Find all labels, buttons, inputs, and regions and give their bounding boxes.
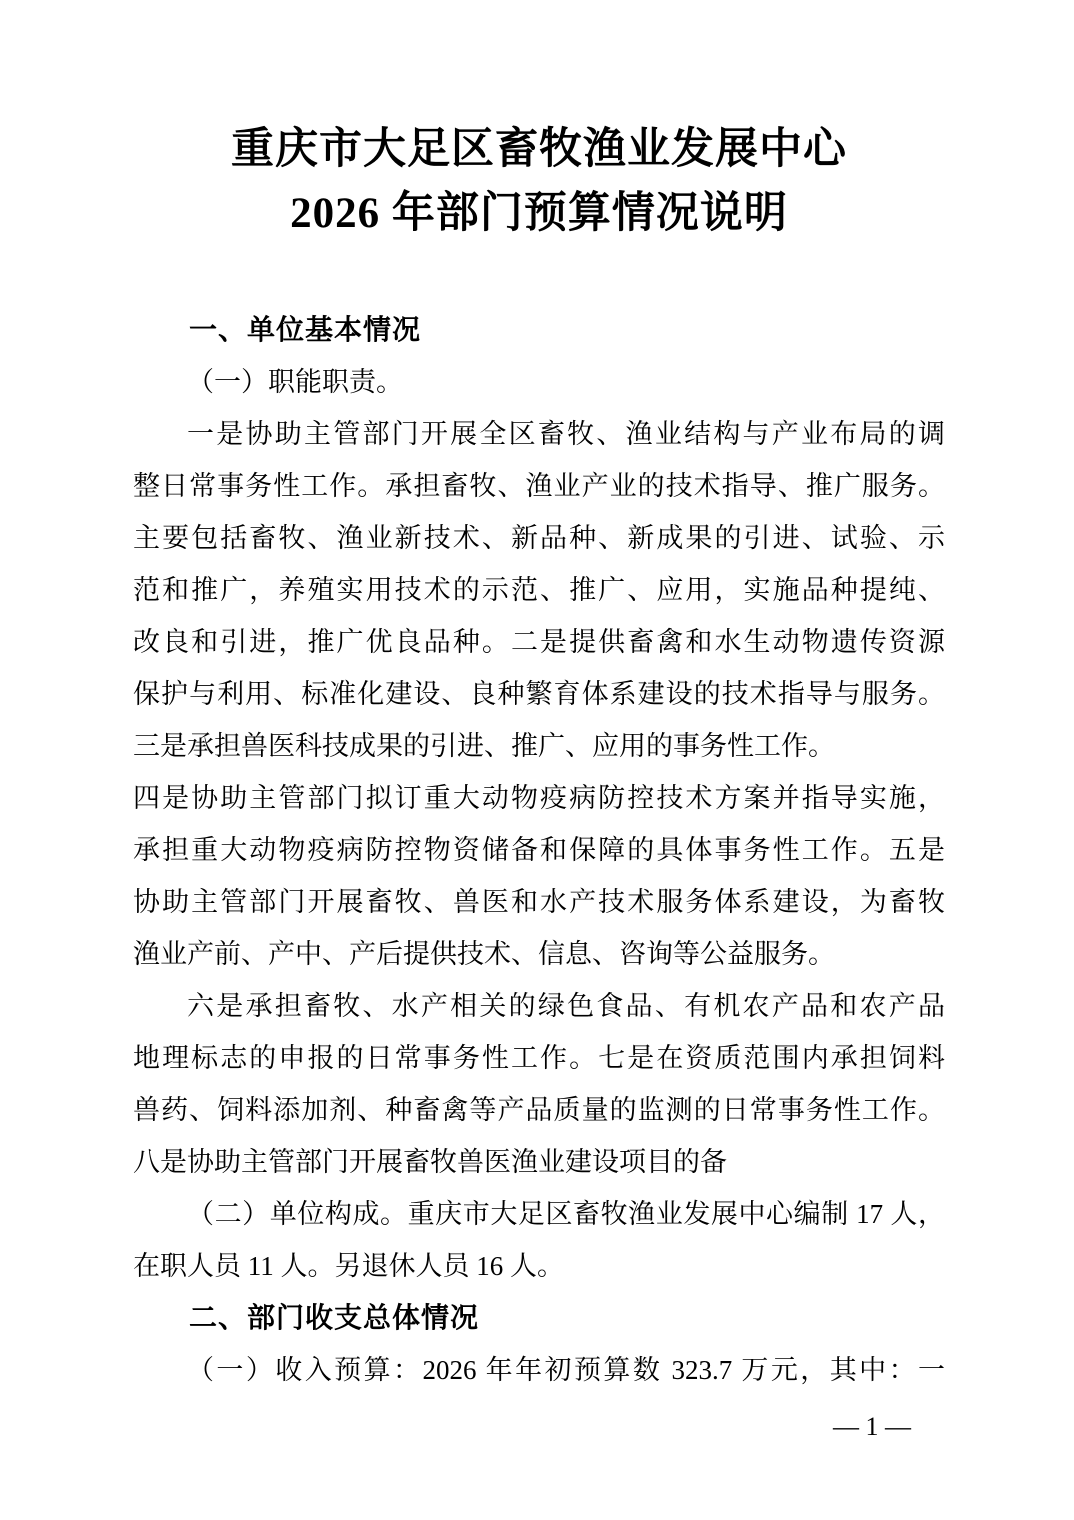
body-line: 一是协助主管部门开展全区畜牧、渔业结构与产业布局的调 [187,419,945,449]
section2-heading: 二、部门收支总体情况 [189,1302,480,1333]
body-line: 八是协助主管部门开展畜牧兽医渔业建设项目的备 [133,1147,727,1177]
paragraph-4 [133,1188,945,1292]
document-title-line2: 2026 年部门预算情况说明 [290,190,788,237]
body-line: 保护与利用、标准化建设、良种繁育体系建设的技术指导与服务。 [133,679,945,709]
body-line: 承担重大动物疫病防控物资储备和保障的具体事务性工作。五是 [133,835,945,865]
body-line: 三是承担兽医科技成果的引进、推广、应用的事务性工作。 [133,731,835,761]
page-number: — 1 — [833,1412,911,1441]
document-body [133,304,945,1396]
body-line: 四是协助主管部门拟订重大动物疫病防控技术方案并指导实施， [133,783,945,813]
body-line: 六是承担畜牧、水产相关的绿色食品、有机农产品和农产品 [187,991,945,1021]
body-line: 范和推广，养殖实用技术的示范、推广、应用，实施品种提纯、 [133,575,945,605]
body-line: （一）收入预算：2026 年年初预算数 323.7 万元，其中：一 [187,1355,945,1385]
body-line: 兽药、饲料添加剂、种畜禽等产品质量的监测的日常事务性工作。 [133,1095,945,1125]
body-line: 主要包括畜牧、渔业新技术、新品种、新成果的引进、试验、示 [133,523,945,553]
body-line: 改良和引进，推广优良品种。二是提供畜禽和水生动物遗传资源 [133,627,945,657]
body-line: 地理标志的申报的日常事务性工作。七是在资质范围内承担饲料 [133,1043,945,1073]
paragraph-2 [133,772,945,980]
body-line: （二）单位构成。重庆市大足区畜牧渔业发展中心编制 17 人， [187,1199,945,1229]
body-line: 整日常事务性工作。承担畜牧、渔业产业的技术指导、推广服务。 [133,471,945,501]
section1-heading: 一、单位基本情况 [189,314,422,345]
body-line: 协助主管部门开展畜牧、兽医和水产技术服务体系建设，为畜牧 [133,887,945,917]
document-title-line1: 重庆市大足区畜牧渔业发展中心 [231,126,847,173]
document-title [133,118,945,246]
body-line: 在职人员 11 人。另退休人员 16 人。 [133,1251,564,1281]
body-line: 渔业产前、产中、产后提供技术、信息、咨询等公益服务。 [133,939,835,969]
paragraph-5 [133,1344,945,1396]
paragraph-1 [133,408,945,772]
paragraph-3 [133,980,945,1188]
section1-sub-heading: （一）职能职责。 [187,367,403,397]
